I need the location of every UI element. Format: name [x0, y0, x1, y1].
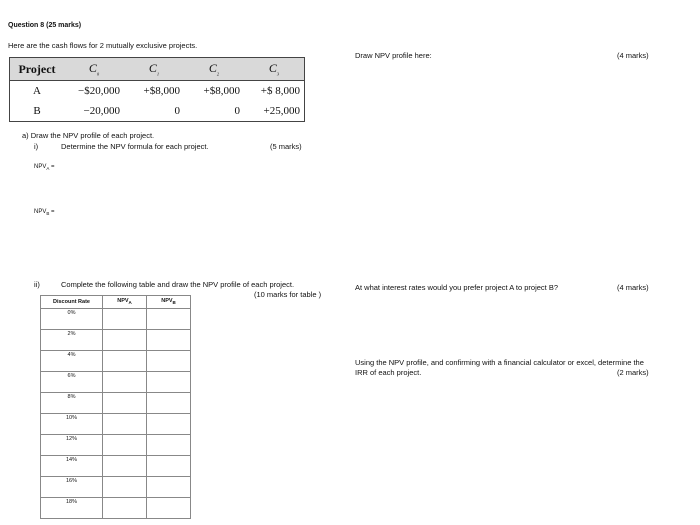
question-title: Question 8 (25 marks): [8, 22, 82, 29]
part-i-number: i): [34, 142, 39, 151]
cash-flow-table: [9, 57, 305, 122]
rate-header-row: [41, 296, 191, 309]
cell-c0: −$20,000: [78, 85, 120, 97]
npv-b-eq: =: [49, 209, 55, 215]
header-c0-sub: 0: [96, 71, 100, 77]
npv-b-input-cell[interactable]: [147, 477, 191, 498]
irr-marks: (2 marks): [617, 368, 649, 377]
header-c3: $C_3$: [244, 58, 305, 81]
rate-cell: 0%: [41, 309, 103, 330]
rate-row: [41, 414, 191, 435]
npv-a-formula-label: [34, 164, 55, 171]
rate-row: [41, 477, 191, 498]
part-ii-text: Complete the following table and draw the NPV profile of each project.: [61, 280, 295, 289]
npv-a-input-cell[interactable]: [103, 372, 147, 393]
rate-row: [41, 435, 191, 456]
rate-cell: 6%: [41, 372, 103, 393]
draw-profile-label: Draw NPV profile here:: [355, 51, 432, 60]
npv-b-formula-label: [34, 209, 55, 216]
cell-c2: +$8,000: [203, 85, 240, 97]
rate-row: [41, 372, 191, 393]
cash-flow-header-row: [10, 58, 305, 81]
header-c0: $C_0$: [64, 58, 124, 81]
cell-c2: 0: [234, 105, 240, 117]
cash-flow-row-a: [10, 81, 305, 102]
question-intro: Here are the cash flows for 2 mutually exclusive projects.: [8, 41, 198, 50]
rate-cell: 8%: [41, 393, 103, 414]
cell-c1: +$8,000: [143, 85, 180, 97]
npv-a-text: NPV: [34, 164, 47, 170]
rate-row: [41, 330, 191, 351]
npv-a-input-cell[interactable]: [103, 393, 147, 414]
npv-b-input-cell[interactable]: [147, 393, 191, 414]
npv-a-input-cell[interactable]: [103, 435, 147, 456]
cell-project: A: [33, 85, 41, 97]
header-discount-rate: Discount Rate: [41, 296, 103, 309]
irr-question: Using the NPV profile, and confirming with a financial calculator or excel, determine the IRR of each project.: [355, 358, 644, 377]
npv-b-text: NPV: [34, 209, 47, 215]
npv-b-input-cell[interactable]: [147, 330, 191, 351]
draw-profile-marks: (4 marks): [617, 51, 649, 60]
npv-b-input-cell[interactable]: [147, 435, 191, 456]
header-c2-sub: 2: [216, 71, 220, 77]
part-ii-marks: (10 marks for table ): [254, 290, 322, 299]
preference-marks: (4 marks): [617, 283, 649, 292]
npv-a-input-cell[interactable]: [103, 309, 147, 330]
rate-cell: 10%: [41, 414, 103, 435]
rate-row: [41, 393, 191, 414]
cell-c3: +$ 8,000: [260, 85, 300, 97]
npv-b-input-cell[interactable]: [147, 372, 191, 393]
npv-a-input-cell[interactable]: [103, 498, 147, 519]
rate-row: [41, 309, 191, 330]
npv-a-input-cell[interactable]: [103, 330, 147, 351]
header-c1: $C_1$: [124, 58, 184, 81]
rate-row: [41, 351, 191, 372]
cell-c1: 0: [174, 105, 180, 117]
header-npv-a-text: NPV: [117, 298, 129, 305]
rate-cell: 14%: [41, 456, 103, 477]
rate-row: [41, 456, 191, 477]
header-npv-b: [147, 296, 191, 309]
npv-b-input-cell[interactable]: [147, 414, 191, 435]
header-c1-sub: 1: [156, 71, 160, 77]
header-c2: $C_2$: [184, 58, 244, 81]
header-npv-b-text: NPV: [161, 298, 173, 305]
cell-c0: −20,000: [83, 105, 120, 117]
npv-a-input-cell[interactable]: [103, 414, 147, 435]
cell-c3: +25,000: [263, 105, 300, 117]
npv-b-input-cell[interactable]: [147, 456, 191, 477]
cash-flow-row-b: [10, 101, 305, 122]
rate-row: [41, 498, 191, 519]
rate-cell: 2%: [41, 330, 103, 351]
header-npv-b-sub: B: [172, 300, 176, 306]
discount-rate-table: [40, 295, 191, 519]
npv-a-input-cell[interactable]: [103, 456, 147, 477]
header-npv-a-sub: A: [128, 300, 132, 306]
rate-cell: 12%: [41, 435, 103, 456]
part-i-marks: (5 marks): [270, 142, 302, 151]
rate-cell: 18%: [41, 498, 103, 519]
header-project: Project: [10, 58, 65, 81]
npv-b-input-cell[interactable]: [147, 498, 191, 519]
npv-b-input-cell[interactable]: [147, 309, 191, 330]
rate-cell: 4%: [41, 351, 103, 372]
part-ii-number: ii): [34, 280, 40, 289]
part-a-label: a) Draw the NPV profile of each project.: [22, 131, 155, 140]
preference-question: At what interest rates would you prefer project A to project B?: [355, 283, 559, 292]
npv-a-eq: =: [49, 164, 55, 170]
rate-cell: 16%: [41, 477, 103, 498]
npv-a-sub: A: [46, 166, 50, 172]
npv-a-input-cell[interactable]: [103, 351, 147, 372]
header-c3-sub: 3: [276, 71, 280, 77]
npv-a-input-cell[interactable]: [103, 477, 147, 498]
npv-b-sub: B: [46, 211, 50, 217]
npv-b-input-cell[interactable]: [147, 351, 191, 372]
header-npv-a: [103, 296, 147, 309]
part-i-text: Determine the NPV formula for each project.: [61, 142, 209, 151]
cell-project: B: [33, 105, 41, 117]
